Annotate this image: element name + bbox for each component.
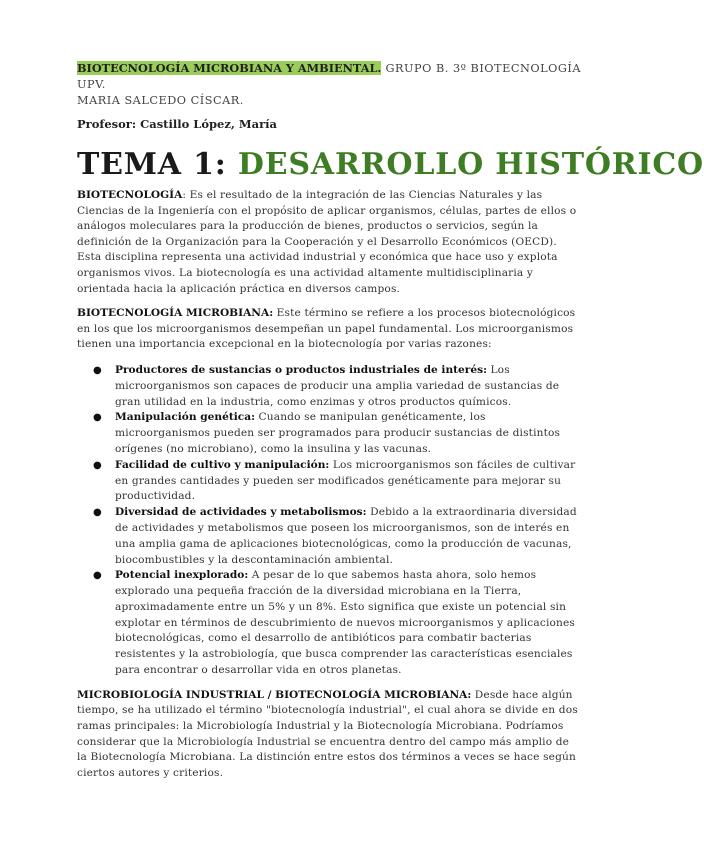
- list-item: [77, 458, 582, 505]
- list-item-term: Manipulación genética:: [115, 411, 255, 424]
- list-item-text: A pesar de lo que sabemos hasta ahora, solo hemos explorado una pequeña fracción de la diversidad microbiana en la Tierra, aproximadamente entre un 5% y un 8%. Esto significa que existe un potencial sin explotar en términos de descubrimiento de nuevos microorganismos y aplicaciones biotecnológicas, como el desarrollo de antibióticos para combatir bacterias resistentes y la astrobiología, que busca comprender las características esenciales para encontrar o desarrollar vida en otros planetas.: [115, 569, 575, 677]
- term-industrial: MICROBIOLOGÍA INDUSTRIAL / BIOTECNOLOGÍA MICROBIANA:: [77, 688, 472, 701]
- list-item-term: Diversidad de actividades y metabolismos:: [115, 506, 367, 519]
- professor-line: Profesor: Castillo López, María: [77, 117, 277, 131]
- definition-microbiana: Este término se refiere a los procesos biotecnológicos en los que los microorganismos desempeñan un papel fundamental. Los microorganismos tienen una importancia excepcional en la biotecnología por varias razones:: [77, 307, 576, 351]
- term-biotecnologia: BIOTECNOLOGÍA: [77, 189, 183, 201]
- list-item-term: Potencial inexplorado:: [115, 569, 249, 582]
- list-item-text: Debido a la extraordinaria diversidad de actividades y metabolismos que poseen los microorganismos, son de interés en una amplia gama de aplicaciones biotecnológicas, como la producción de vacunas, biocombustibles y la descontaminación ambiental.: [115, 506, 577, 566]
- list-item-text: Los microorganismos son capaces de producir una amplia variedad de sustancias de gran utilidad en la industria, como enzimas y otros productos químicos.: [115, 363, 560, 408]
- list-item: [77, 505, 582, 568]
- reasons-list: [77, 363, 582, 679]
- definition-biotecnologia: : Es el resultado de la integración de las Ciencias Naturales y las Ciencias de la Ingeniería con el propósito de aplicar organismos, células, partes de ellos o análogos moleculares para la producción de bienes, productos o servicios, según la definición de la Organización para la Cooperación y el Desarrollo Económicos (OECD). Esta disciplina representa una actividad industrial y económica que hace uso y explota organismos vivos. La biotecnología es una actividad altamente multidisciplinaria y orientada hacia la aplicación práctica en diversos campos.: [77, 189, 577, 295]
- paragraph-industrial: [77, 688, 582, 782]
- list-item-text: Cuando se manipulan genéticamente, los microorganismos pueden ser programados para producir sustancias de distintos orígenes (no microbiano), como la insulina y las vacunas.: [115, 411, 561, 455]
- list-item-term: Productores de sustancias o productos industriales de interés:: [115, 363, 487, 376]
- title-main: DESARROLLO HISTÓRICO: [237, 147, 704, 182]
- definition-industrial: Desde hace algún tiempo, se ha utilizado el término "biotecnología industrial", el cual ahora se divide en dos ramas principales: la Microbiología Industrial y la Biotecnología Microbiana. Podríamos considerar que la Microbiología Industrial se encuentra dentro del campo más amplio de la Biotecnología Microbiana. La distinción entre estos dos términos a veces se hace según ciertos autores y criterios.: [77, 688, 578, 779]
- paragraph-microbiana: [77, 306, 582, 353]
- title-prefix: TEMA 1:: [77, 147, 238, 182]
- list-item: [77, 568, 582, 679]
- list-item: [77, 410, 582, 457]
- list-item-term: Facilidad de cultivo y manipulación:: [115, 458, 330, 471]
- term-microbiana: BIOTECNOLOGÍA MICROBIANA:: [77, 307, 274, 320]
- bullet-icon: ●: [93, 412, 102, 424]
- bullet-icon: ●: [93, 364, 102, 376]
- page-title: [77, 147, 704, 183]
- author-name: MARIA SALCEDO CÍSCAR.: [77, 94, 244, 107]
- list-item: [77, 363, 582, 410]
- course-title-highlight: BIOTECNOLOGÍA MICROBIANA Y AMBIENTAL.: [77, 61, 382, 75]
- document-header: [77, 60, 582, 109]
- bullet-icon: ●: [93, 570, 102, 582]
- list-item-text: Los microorganismos son fáciles de cultivar en grandes cantidades y pueden ser modificados genéticamente para mejorar su productividad.: [115, 458, 576, 503]
- paragraph-biotecnologia: [77, 188, 582, 297]
- document-page: [77, 60, 704, 781]
- bullet-icon: ●: [93, 507, 102, 519]
- bullet-icon: ●: [93, 459, 102, 471]
- course-group: GRUPO B. 3º BIOTECNOLOGÍA UPV.: [77, 62, 582, 91]
